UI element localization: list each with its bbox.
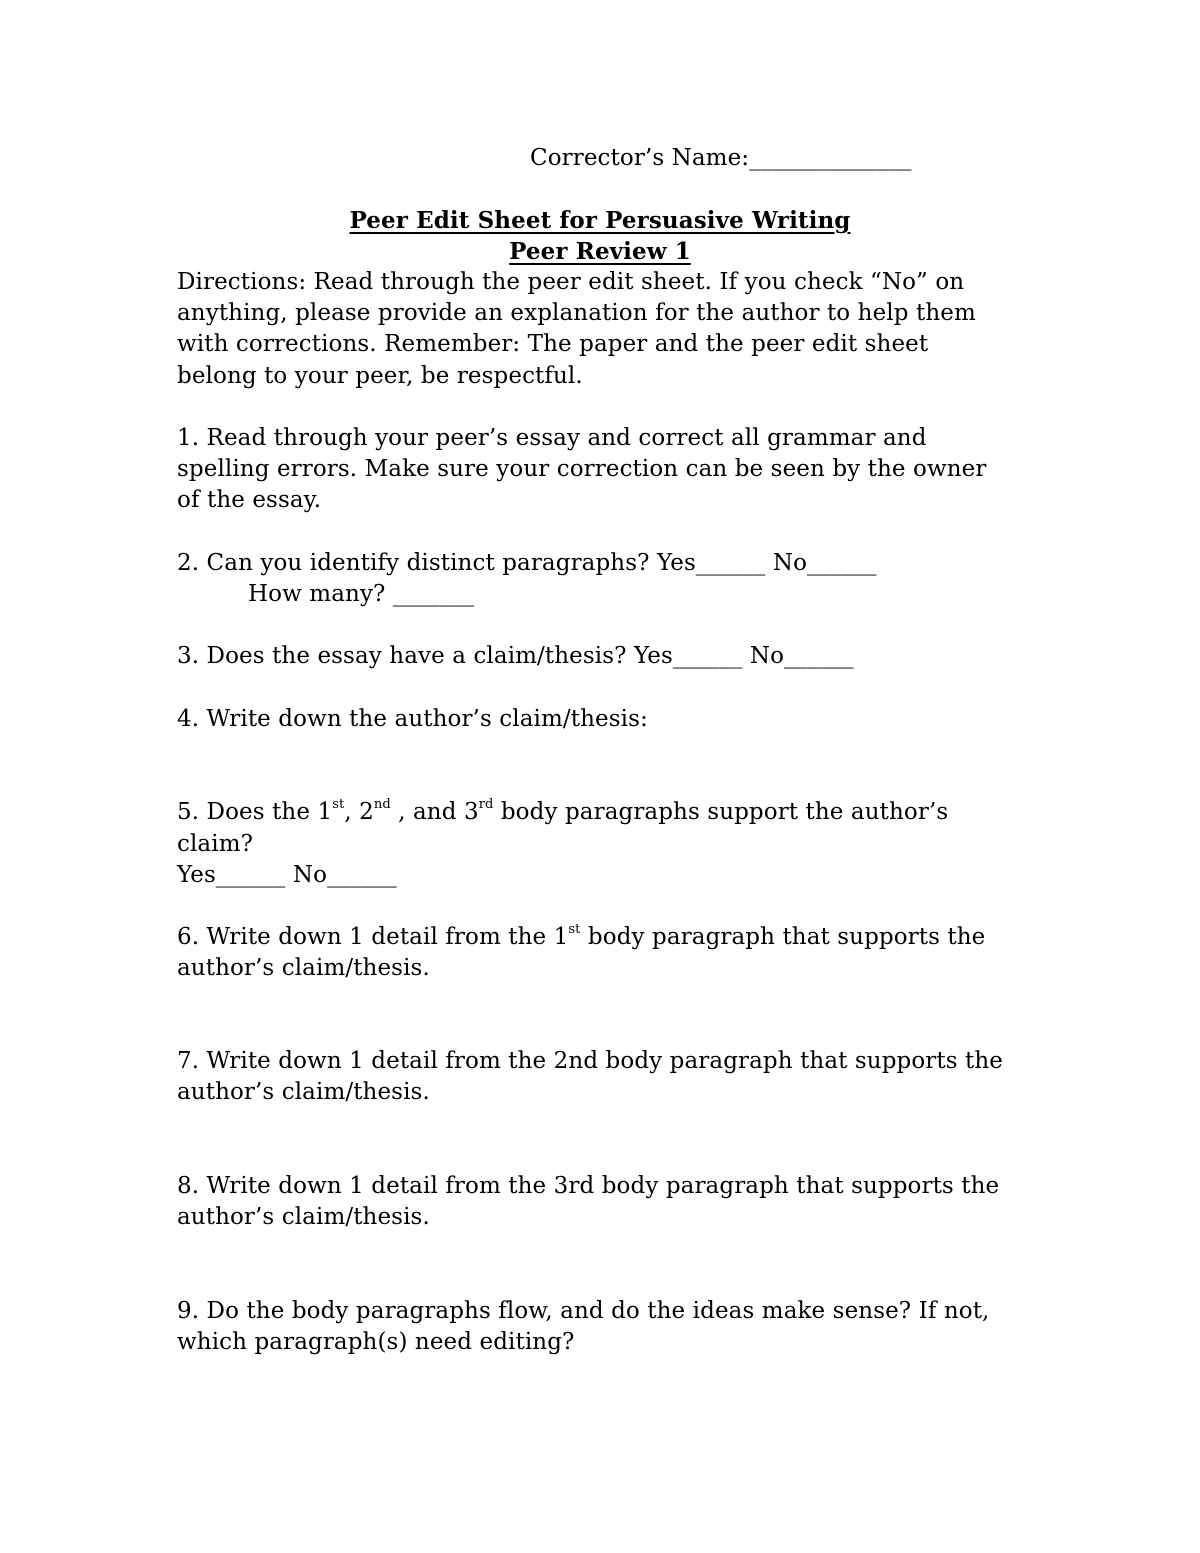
question-5-sup-nd: nd — [373, 797, 391, 813]
directions-line-4: belong to your peer, be respectful. — [177, 363, 583, 389]
page-subtitle: Peer Review 1 — [509, 238, 691, 265]
question-6-sup-st: st — [568, 922, 581, 938]
question-2-line-2: How many? _______ — [248, 581, 475, 607]
directions-line-1: Directions: Read through the peer edit sheet. If you check “No” on — [177, 269, 965, 295]
corrector-name-label: Corrector’s Name: — [530, 145, 750, 171]
question-6-text-b: body paragraph that supports the — [580, 924, 986, 950]
question-5-sup-rd: rd — [478, 797, 494, 813]
question-1-line-3: of the essay. — [177, 487, 322, 513]
question-1-line-1: 1. Read through your peer’s essay and correct all grammar and — [177, 425, 927, 451]
question-2-line-1: 2. Can you identify distinct paragraphs? Yes______ No______ — [177, 550, 877, 576]
question-7-line-2: author’s claim/thesis. — [177, 1079, 430, 1105]
question-9-line-1: 9. Do the body paragraphs flow, and do the ideas make sense? If not, — [177, 1298, 990, 1324]
question-7-line-1: 7. Write down 1 detail from the 2nd body paragraph that supports the — [177, 1048, 1004, 1074]
directions-line-2: anything, please provide an explanation for the author to help them — [177, 300, 976, 326]
question-4-line-1: 4. Write down the author’s claim/thesis: — [177, 706, 648, 732]
question-6-text-a: 6. Write down 1 detail from the 1 — [177, 924, 569, 950]
question-5-text-c: , and 3 — [390, 799, 479, 825]
question-5-line-3: Yes______ No______ — [177, 862, 397, 888]
question-8-line-1: 8. Write down 1 detail from the 3rd body paragraph that supports the — [177, 1173, 1000, 1199]
question-5-sup-st: st — [332, 797, 345, 813]
question-3-line-1: 3. Does the essay have a claim/thesis? Yes______ No______ — [177, 643, 854, 669]
question-8-line-2: author’s claim/thesis. — [177, 1204, 430, 1230]
question-5-text-a: 5. Does the 1 — [177, 799, 333, 825]
corrector-name-line — [530, 143, 912, 174]
question-5-text-b: , 2 — [344, 799, 374, 825]
corrector-name-blank: ______________ — [749, 145, 912, 171]
question-1-line-2: spelling errors. Make sure your correction can be seen by the owner — [177, 456, 987, 482]
question-6-line-1 — [177, 922, 985, 953]
question-5-line-1 — [177, 797, 948, 828]
directions-line-3: with corrections. Remember: The paper and the peer edit sheet — [177, 331, 929, 357]
question-6-line-2: author’s claim/thesis. — [177, 955, 430, 981]
question-9-line-2: which paragraph(s) need editing? — [177, 1329, 575, 1355]
question-5-text-d: body paragraphs support the author’s — [493, 799, 949, 825]
question-5-line-2: claim? — [177, 831, 254, 857]
page-title: Peer Edit Sheet for Persuasive Writing — [349, 207, 851, 234]
